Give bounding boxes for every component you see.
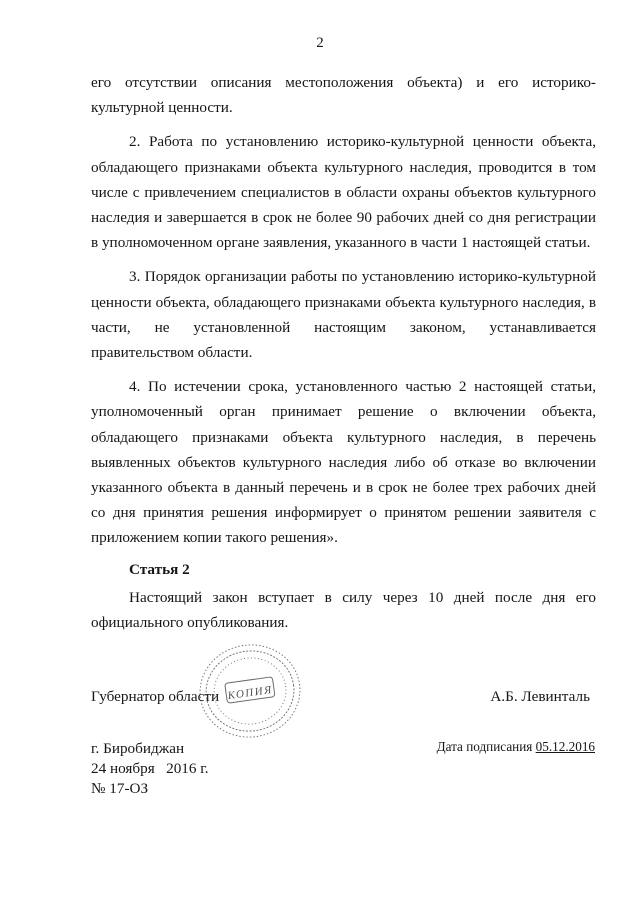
signing-label: Дата подписания [436,739,533,754]
article-2-title: Статья 2 [129,561,190,578]
law-number: № 17-ОЗ [91,780,149,797]
paragraph-3: 3. Порядок организации работы по установлению историко-культурной ценности объекта, обладающего признаками объекта культурного наследия, в части, не установленной настоящим законом, устанавливается правительством области. [91,268,596,362]
paragraph-4: 4. По истечении срока, установленного частью 2 настоящей статьи, уполномоченный орган принимает решение о включении объекта, обладающего признаками объекта культурного наследия, в перечень выявленных объектов культурного наследия либо об отказе во включении указанного объекта в данный перечень и в срок не более трех рабочих дней со дня принятия решения информирует о принятом решении заявителя с приложением копии такого решения». [91,378,596,547]
governor-title: Губернатор области [91,688,220,705]
article-body [91,70,596,551]
paragraph-continuation: его отсутствии описания местоположения объекта) и его историко-культурной ценности. [91,74,596,117]
paragraph-2: 2. Работа по установлению историко-культурной ценности объекта, обладающего признаками объекта культурного наследия, проводится в том числе с привлечением специалистов в области охраны объектов культурного наследия и завершается в срок не более 90 рабочих дней со дня регистрации в уполномоченном органе заявления, указанного в части 1 настоящей статьи. [91,133,596,252]
signing-date: 05.12.2016 [535,739,595,754]
adoption-date: 24 ноября 2016 г. [91,760,209,777]
signing-date-line [437,739,595,755]
stamp-label: КОПИЯ [226,683,274,703]
page-number: 2 [316,35,324,51]
city: г. Биробиджан [91,740,185,757]
article-2-text: Настоящий закон вступает в силу через 10 дней после дня его официального опубликования. [91,589,596,631]
place-and-date [91,739,209,799]
governor-name: А.Б. Левинталь [490,688,590,705]
